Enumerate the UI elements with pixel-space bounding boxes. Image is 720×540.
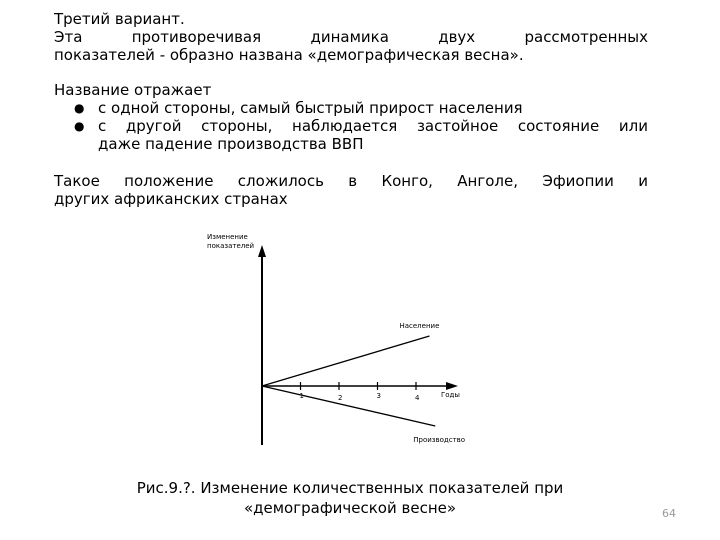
- situation-line-2: других африканских странах: [54, 190, 288, 208]
- intro-line-3: показателей - образно названа «демографическая весна».: [54, 46, 524, 64]
- page-number: 64: [662, 507, 676, 520]
- series-line: [262, 336, 429, 386]
- y-axis-label-line-1: Изменение: [207, 233, 248, 241]
- y-axis-arrow: [258, 245, 266, 257]
- x-axis-arrow: [446, 382, 458, 390]
- bullet-text: с одной стороны, самый быстрый прирост населения: [98, 99, 523, 117]
- x-tick-label: 4: [415, 394, 420, 402]
- caption-line-2: «демографической весне»: [243, 499, 457, 517]
- bullet-text: с другой стороны, наблюдается застойное состояние или: [98, 117, 648, 135]
- bullet-text-continued: даже падение производства ВВП: [98, 135, 364, 153]
- intro-title: Третий вариант.: [54, 10, 185, 28]
- situation-line-1: Такое положение сложилось в Конго, Анголе, Эфиопии и: [54, 172, 648, 190]
- series-label: Население: [399, 322, 440, 330]
- series-line: [262, 386, 435, 426]
- series-label: Производство: [413, 436, 466, 444]
- bullet-icon: ●: [74, 101, 85, 115]
- name-section-heading: Название отражает: [54, 81, 212, 99]
- caption-line-1: Рис.9.?. Изменение количественных показателей при: [136, 479, 564, 497]
- x-axis-label: Годы: [441, 391, 460, 399]
- series-lines: [262, 322, 465, 444]
- intro-line-2: Эта противоречивая динамика двух рассмотренных: [54, 28, 648, 46]
- bullet-icon: ●: [74, 119, 85, 133]
- x-tick-label: 3: [376, 392, 381, 400]
- figure-caption: [60, 478, 640, 518]
- x-tick-label: 1: [299, 392, 304, 400]
- y-axis-label-line-2: показателей: [207, 242, 255, 250]
- x-tick-label: 2: [338, 394, 343, 402]
